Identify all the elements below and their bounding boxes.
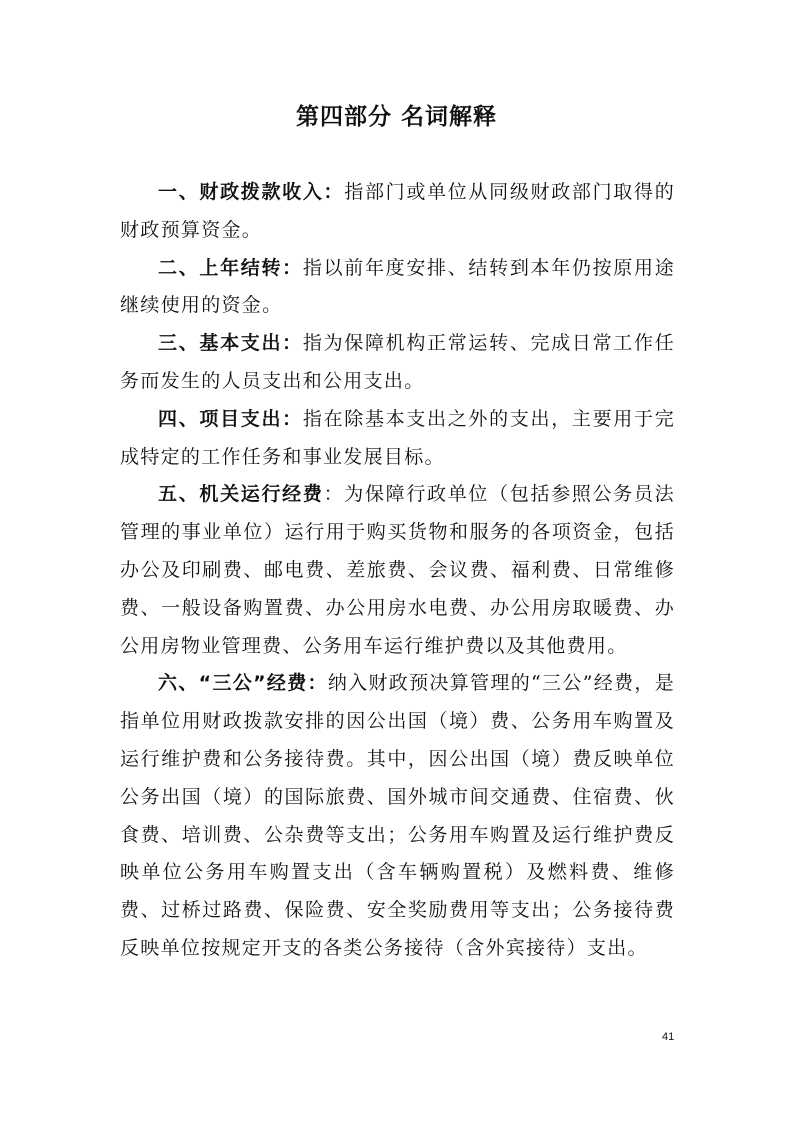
definition-text: 指部门或单位从同级财政部门取得的财政预算资金。 [120,181,675,241]
definition-paragraph [120,174,675,250]
definition-text: 指在除基本支出之外的支出，主要用于完成特定的工作任务和事业发展目标。 [120,407,675,468]
document-body [120,174,675,968]
definition-term: 五、机关运行经费 [158,483,324,506]
definition-text: ：为保障行政单位（包括参照公务员法管理的事业单位）运行用于购买货物和服务的各项资金，包括办公及印刷费、邮电费、差旅费、会议费、福利费、日常维修费、一般设备购置费、办公用房水电费、办公用房取暖费、办公用房物业管理费、公务用车运行维护费以及其他费用。 [120,483,675,657]
definition-paragraph [120,325,675,401]
definition-term: 三、基本支出： [158,332,303,355]
definition-text: 指为保障机构正常运转、完成日常工作任务而发生的人员支出和公用支出。 [120,332,675,392]
definition-term: 六、“三公”经费： [158,672,328,695]
page-number: 41 [662,1031,675,1043]
definition-text: 指以前年度安排、结转到本年仍按原用途继续使用的资金。 [120,256,675,317]
definition-term: 四、项目支出： [158,407,303,430]
page-title: 第四部分 名词解释 [295,104,497,130]
definition-paragraph [120,476,675,665]
definition-term: 一、财政拨款收入： [158,181,345,203]
definition-text: 纳入财政预决算管理的“三公”经费，是指单位用财政拨款安排的因公出国（境）费、公务用车购置及运行维护费和公务接待费。其中，因公出国（境）费反映单位公务出国（境）的国际旅费、国外城市间交通费、住宿费、伙食费、培训费、公杂费等支出；公务用车购置及运行维护费反映单位公务用车购置支出（含车辆购置税）及燃料费、维修费、过桥过路费、保险费、安全奖励费用等支出；公务接待费反映单位按规定开支的各类公务接待（含外宾接待）支出。 [120,672,675,959]
definition-term: 二、上年结转： [158,256,303,279]
definition-paragraph [120,665,675,967]
definition-paragraph [120,250,675,326]
definition-paragraph [120,401,675,477]
